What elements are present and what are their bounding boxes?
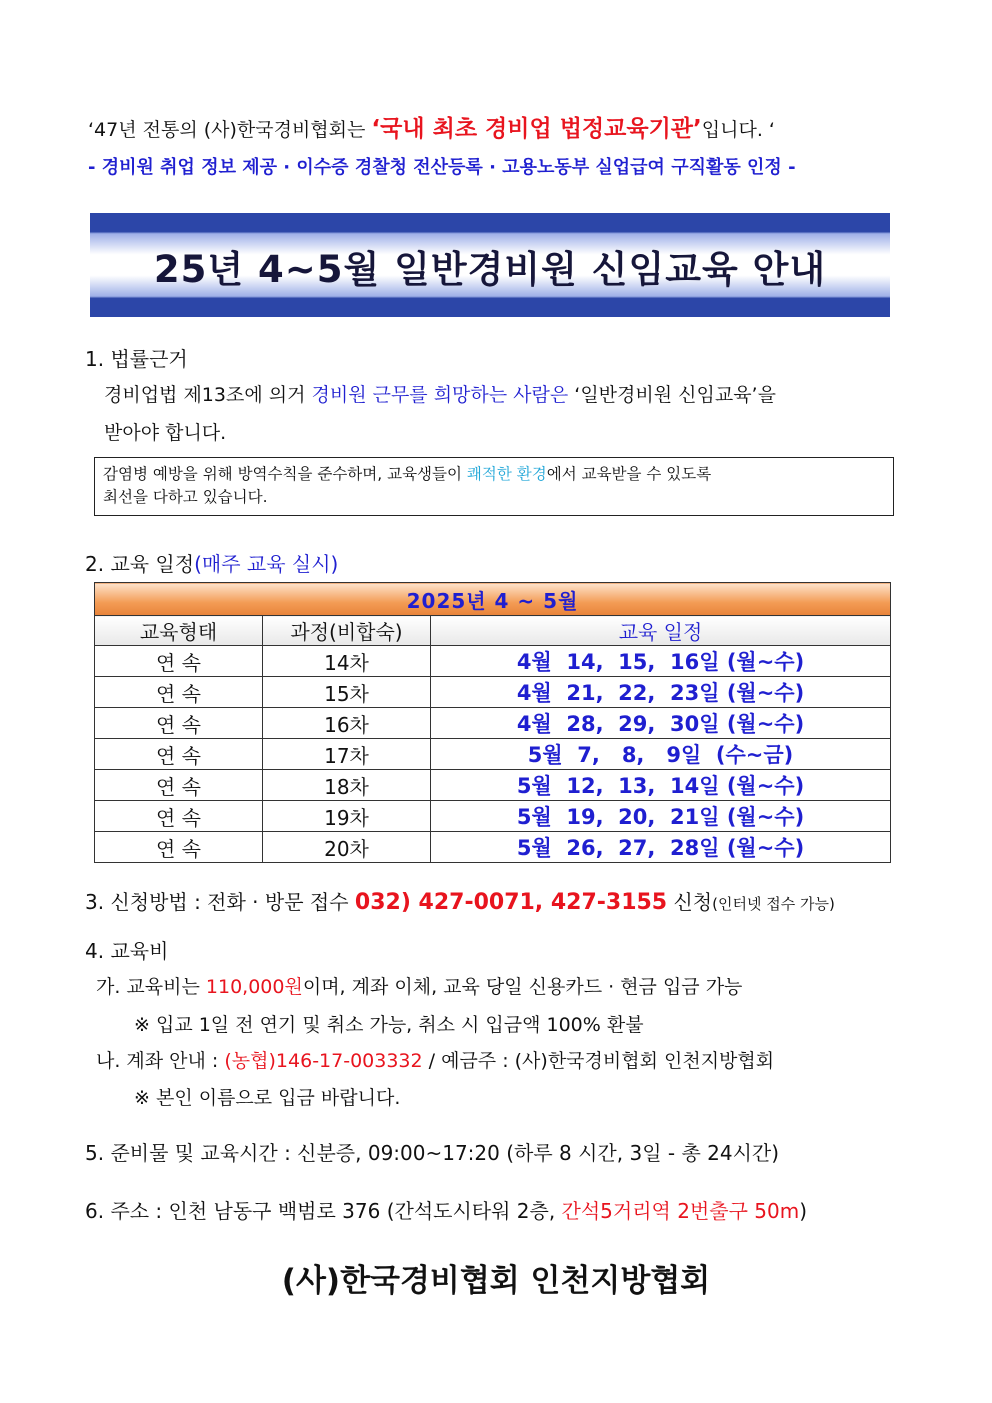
row-type: 연 속 xyxy=(95,708,263,739)
row-date: 4월 28, 29, 30일 (월~수) xyxy=(431,708,891,739)
fee-line xyxy=(96,972,742,999)
account-note: ※ 본인 이름으로 입금 바랍니다. xyxy=(134,1087,401,1109)
row-date: 4월 14, 15, 16일 (월~수) xyxy=(431,646,891,677)
section-4-heading: 4. 교육비 xyxy=(85,939,169,963)
address-text: 6. 주소 : 인천 남동구 백범로 376 (간석도시타워 2층, xyxy=(85,1199,556,1223)
row-type: 연 속 xyxy=(95,770,263,801)
row-date: 5월 19, 20, 21일 (월~수) xyxy=(431,801,891,832)
section-6 xyxy=(85,1195,807,1224)
intro-highlight: ‘국내 최초 경비업 법정교육기관’ xyxy=(371,116,702,142)
row-course: 17차 xyxy=(263,739,431,770)
row-date: 4월 21, 22, 23일 (월~수) xyxy=(431,677,891,708)
intro-text: ‘47년 전통의 (사)한국경비협회는 xyxy=(88,119,366,141)
section-1-text xyxy=(104,380,776,407)
col-header-course: 과정(비합숙) xyxy=(263,616,431,646)
notice-text-pre: 감염병 예방을 위해 방역수칙을 준수하며, 교육생들이 xyxy=(103,465,462,483)
fee-pre: 가. 교육비는 xyxy=(96,976,200,998)
phone-number: 032) 427-0071, 427-3155 xyxy=(354,890,668,915)
table-row xyxy=(95,801,891,832)
section-1-text-post: ‘일반경비원 신임교육’을 xyxy=(574,384,776,406)
section-1-text-pre: 경비업법 제13조에 의거 xyxy=(104,384,306,406)
page-title: 25년 4~5월 일반경비원 신임교육 안내 xyxy=(153,248,827,291)
notice-line-1 xyxy=(103,463,887,486)
row-type: 연 속 xyxy=(95,646,263,677)
row-type: 연 속 xyxy=(95,801,263,832)
row-date: 5월 7, 8, 9일 (수~금) xyxy=(431,739,891,770)
section-5: 5. 준비물 및 교육시간 : 신분증, 09:00~17:20 (하루 8 시간, 3일 - 총 24시간) xyxy=(85,1141,780,1165)
section-1-text-line2: 받아야 합니다. xyxy=(104,422,227,444)
address-end: ) xyxy=(799,1199,808,1223)
row-date: 5월 12, 13, 14일 (월~수) xyxy=(431,770,891,801)
section-1-heading: 1. 법률근거 xyxy=(85,347,188,371)
table-row xyxy=(95,708,891,739)
account-pre: 나. 계좌 안내 : xyxy=(96,1050,219,1072)
section-2-heading-text: 2. 교육 일정 xyxy=(85,552,195,576)
section-3-note: (인터넷 접수 가능) xyxy=(712,895,835,913)
fee-amount: 110,000원 xyxy=(205,976,303,998)
notice-highlight: 쾌적한 환경 xyxy=(466,465,547,483)
row-type: 연 속 xyxy=(95,677,263,708)
address-highlight: 간석5거리역 2번출구 50m xyxy=(561,1199,800,1223)
table-row xyxy=(95,677,891,708)
section-1-text-highlight: 경비원 근무를 희망하는 사람은 xyxy=(311,384,569,406)
section-3-post: 신청 xyxy=(673,890,713,914)
table-row xyxy=(95,739,891,770)
row-course: 18차 xyxy=(263,770,431,801)
table-row xyxy=(95,770,891,801)
intro-line xyxy=(88,110,918,143)
notice-line-2: 최선을 다하고 있습니다. xyxy=(103,488,268,506)
section-2-heading-note: (매주 교육 실시) xyxy=(194,552,339,576)
row-course: 16차 xyxy=(263,708,431,739)
row-course: 19차 xyxy=(263,801,431,832)
intro-subline: - 경비원 취업 정보 제공 · 이수증 경찰청 전산등록 · 고용노동부 실업급여 구직활동 인정 - xyxy=(88,157,796,178)
notice-box xyxy=(94,457,894,516)
section-3-label: 3. 신청방법 : 전화 · 방문 접수 xyxy=(85,890,349,914)
footer-org-name: (사)한국경비협회 인천지방협회 xyxy=(281,1263,711,1299)
row-course: 15차 xyxy=(263,677,431,708)
col-header-schedule: 교육 일정 xyxy=(431,616,891,646)
table-row xyxy=(95,646,891,677)
row-type: 연 속 xyxy=(95,832,263,863)
schedule-year-title: 2025년 4 ~ 5월 xyxy=(95,583,891,616)
row-date: 5월 26, 27, 28일 (월~수) xyxy=(431,832,891,863)
intro-text-end: 입니다. ‘ xyxy=(701,119,775,141)
title-banner xyxy=(90,213,890,317)
row-type: 연 속 xyxy=(95,739,263,770)
account-holder: / 예금주 : (사)한국경비협회 인천지방협회 xyxy=(428,1050,775,1072)
account-number: (농협)146-17-003332 xyxy=(224,1050,423,1072)
section-2-heading xyxy=(85,548,338,577)
section-3 xyxy=(85,886,835,915)
row-course: 14차 xyxy=(263,646,431,677)
account-line xyxy=(96,1046,774,1073)
schedule-table xyxy=(94,582,891,863)
notice-text-post: 에서 교육받을 수 있도록 xyxy=(546,465,712,483)
fee-post: 이며, 계좌 이체, 교육 당일 신용카드 · 현금 입금 가능 xyxy=(302,976,743,998)
table-row xyxy=(95,832,891,863)
fee-note: ※ 입교 1일 전 연기 및 취소 가능, 취소 시 입금액 100% 환불 xyxy=(134,1014,644,1036)
col-header-type: 교육형태 xyxy=(95,616,263,646)
row-course: 20차 xyxy=(263,832,431,863)
